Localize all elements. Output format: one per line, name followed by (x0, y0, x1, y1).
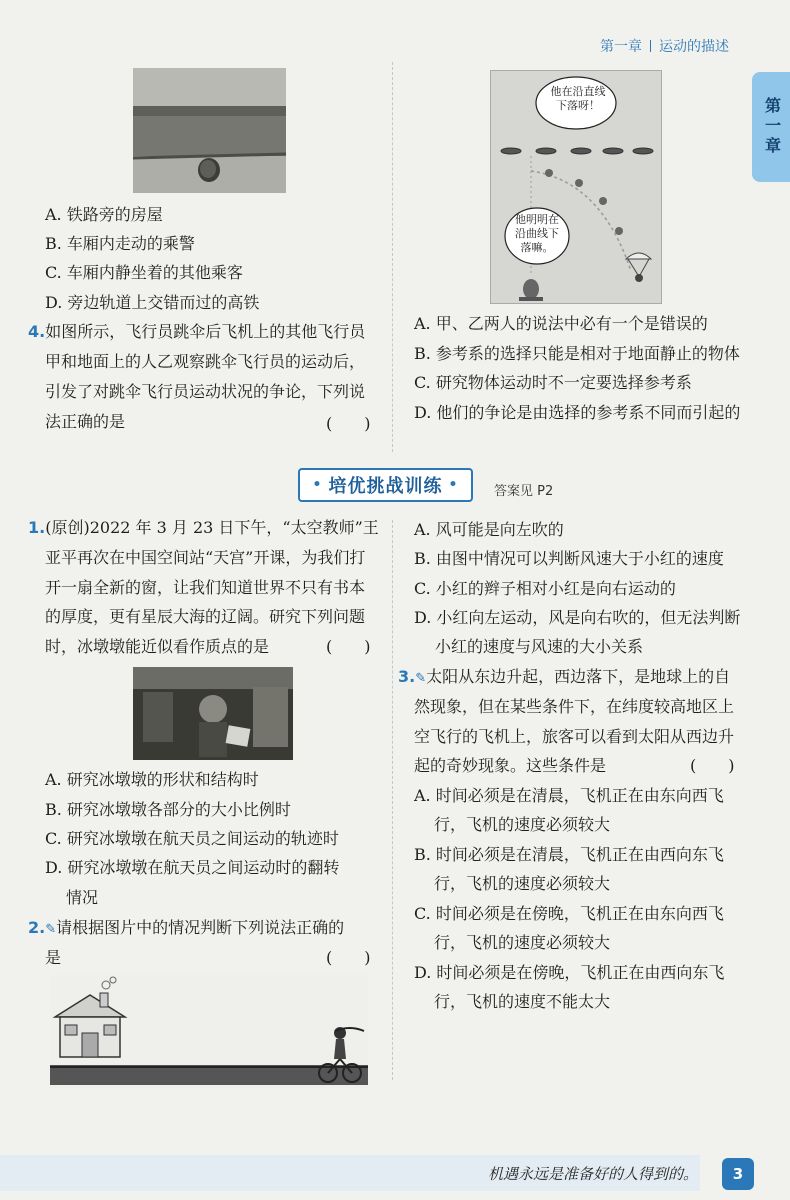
p2-option-b: B. 由图中情况可以判断风速大于小红的速度 (414, 549, 724, 568)
p2-answer-blank: ( ) (326, 948, 371, 967)
skydiver-illustration (490, 70, 662, 304)
footer-motto: 机遇永远是准备好的人得到的。 (488, 1165, 699, 1183)
house-girl-drawing (50, 975, 368, 1088)
q4-line-2: 甲和地面上的人乙观察跳伞飞行员的运动后， (45, 352, 366, 371)
p1-line-3: 开一扇全新的窗，让我们知道世界不只有书本 (45, 578, 366, 597)
p1-option-c: C. 研究冰墩墩在航天员之间运动的轨迹时 (45, 829, 339, 848)
banner-dot-right: • (448, 477, 459, 493)
header-chapter: 第一章 (600, 39, 642, 55)
p2-line-1: 2.✎请根据图片中的情况判断下列说法正确的 (28, 918, 345, 937)
page-number: 3 (722, 1158, 754, 1190)
p2-option-d-cont: 小红的速度与风速的大小关系 (435, 637, 644, 656)
p2-option-c: C. 小红的辫子相对小红是向右运动的 (414, 579, 676, 598)
p3-option-d: D. 时间必须是在傍晚，飞机正在由西向东飞 (414, 963, 725, 982)
p3-option-c-cont: 行，飞机的速度必须较大 (434, 933, 611, 952)
p3-number: 3. (398, 667, 416, 686)
p1-number: 1. (28, 518, 46, 537)
p2-number: 2. (28, 918, 46, 937)
q3-option-d: D. 旁边轨道上交错而过的高铁 (45, 293, 260, 312)
q3-option-c: C. 车厢内静坐着的其他乘客 (45, 263, 243, 282)
chapter-side-tab: 第一章 (752, 72, 790, 182)
q4-option-c: C. 研究物体运动时不一定要选择参考系 (414, 373, 692, 392)
q4-line-4: 法正确的是 (45, 412, 126, 431)
p1-option-d-cont: 情况 (66, 888, 99, 907)
p3-option-b: B. 时间必须是在清晨，飞机正在由西向东飞 (414, 845, 724, 864)
q4-option-d: D. 他们的争论是由选择的参考系不同而引起的 (414, 403, 741, 422)
bubble-bottom-text: 他明明在沿曲线下落嘛。 (515, 213, 559, 254)
column-divider-top (392, 62, 393, 452)
p1-line-1: 1.(原创)2022 年 3 月 23 日下午，“太空教师”王 (28, 518, 379, 537)
p3-answer-blank: ( ) (690, 756, 735, 775)
answer-reference: 答案见 P2 (494, 484, 554, 499)
p1-answer-blank: ( ) (326, 637, 371, 656)
header-title: 运动的描述 (659, 39, 729, 55)
pencil-icon: ✎ (45, 922, 57, 937)
section-banner (298, 468, 473, 502)
p1-option-b: B. 研究冰墩墩各部分的大小比例时 (45, 800, 291, 819)
p3-option-d-cont: 行，飞机的速度不能太大 (434, 992, 611, 1011)
p3-line-1: 3.✎太阳从东边升起，西边落下，是地球上的自 (398, 667, 731, 686)
space-station-drawing (133, 667, 293, 760)
q4-option-b: B. 参考系的选择只能是相对于地面静止的物体 (414, 344, 740, 363)
p1-option-a: A. 研究冰墩墩的形状和结构时 (45, 770, 259, 789)
column-divider-bottom (392, 520, 393, 1080)
p1-option-d: D. 研究冰墩墩在航天员之间运动时的翻转 (45, 858, 340, 877)
pencil-icon: ✎ (415, 671, 427, 686)
p2-option-a: A. 风可能是向左吹的 (414, 520, 564, 539)
section-title: 培优挑战训练 (328, 476, 443, 497)
p3-option-b-cont: 行，飞机的速度必须较大 (434, 874, 611, 893)
p2-line-2: 是 (45, 948, 62, 967)
train-window-illustration (133, 68, 286, 193)
train-window-photo (133, 68, 286, 193)
q4-line-3: 引发了对跳伞飞行员运动状况的争论，下列说 (45, 382, 366, 401)
header-separator (650, 40, 651, 52)
q4-option-a: A. 甲、乙两人的说法中必有一个是错误的 (414, 314, 708, 333)
q4-number: 4. (28, 322, 46, 341)
p3-option-c: C. 时间必须是在傍晚，飞机正在由东向西飞 (414, 904, 724, 923)
house-girl-bicycle-illustration (50, 975, 368, 1088)
p1-line-2: 亚平再次在中国空间站“天宫”开课，为我们打 (45, 548, 366, 567)
p2-option-d: D. 小红向左运动，风是向右吹的，但无法判断 (414, 608, 741, 627)
page-header (600, 36, 729, 56)
q3-option-a: A. 铁路旁的房屋 (45, 205, 163, 224)
p3-option-a: A. 时间必须是在清晨，飞机正在由东向西飞 (414, 786, 724, 805)
banner-dot-left: • (312, 477, 323, 493)
p1-line-5: 时，冰墩墩能近似看作质点的是 (45, 637, 270, 656)
p3-option-a-cont: 行，飞机的速度必须较大 (434, 815, 611, 834)
q4-answer-blank: ( ) (326, 414, 371, 433)
p1-line-4: 的厚度，更有星辰大海的辽阔。研究下列问题 (45, 607, 366, 626)
q3-option-b: B. 车厢内走动的乘警 (45, 234, 195, 253)
bubble-top-text: 他在沿直线下落呀！ (550, 85, 606, 112)
p3-line-2: 然现象，但在某些条件下，在纬度较高地区上 (414, 697, 735, 716)
q4-line-1: 4.如图所示，飞行员跳伞后飞机上的其他飞行员 (28, 322, 366, 341)
p3-line-4: 起的奇妙现象。这些条件是 (414, 756, 607, 775)
space-station-photo (133, 667, 293, 760)
p3-line-3: 空飞行的飞机上，旅客可以看到太阳从西边升 (414, 727, 735, 746)
